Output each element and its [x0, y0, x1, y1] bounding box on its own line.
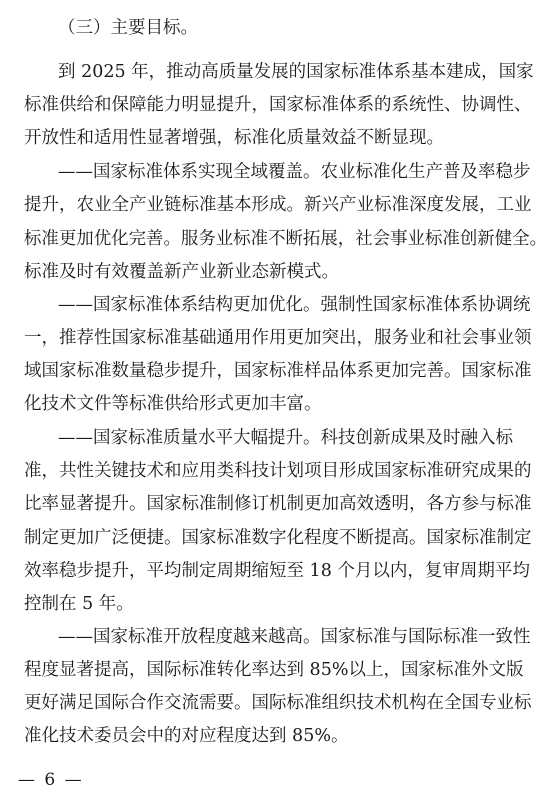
paragraph-line — [0, 256, 559, 288]
paragraph-line-text: ——国家标准体系实现全域覆盖。农业标准化生产普及率稳步 — [58, 162, 531, 182]
paragraph-line — [0, 621, 559, 653]
paragraph-line-text: 比率显著提升。国家标准制修订机制更加高效透明，各方参与标准 — [24, 494, 532, 514]
paragraph-line — [0, 355, 559, 387]
paragraph-line-text: 标准更加优化完善。服务业标准不断拓展，社会事业标准创新健全。 — [24, 229, 548, 249]
paragraph-line — [0, 89, 559, 121]
paragraph-line-text: 化技术文件等标准供给形式更加丰富。 — [24, 394, 322, 414]
paragraph-line — [0, 522, 559, 554]
paragraph-line — [0, 687, 559, 719]
paragraph-line — [0, 654, 559, 686]
paragraph-line-text: 域国家标准数量稳步提升，国家标准样品体系更加完善。国家标准 — [24, 361, 532, 381]
paragraph-line-text: 一，推荐性国家标准基础通用作用更加突出，服务业和社会事业领 — [24, 328, 532, 348]
paragraph-line — [0, 156, 559, 188]
paragraph-line-text: 开放性和适用性显著增强，标准化质量效益不断显现。 — [24, 128, 444, 148]
paragraph-line-text: ——国家标准开放程度越来越高。国家标准与国际标准一致性 — [58, 627, 531, 647]
paragraph-line — [0, 422, 559, 454]
paragraph-line-text: 准，共性关键技术和应用类科技计划项目形成国家标准研究成果的 — [24, 461, 532, 481]
paragraph-line-text: 到 2025 年，推动高质量发展的国家标准体系基本建成，国家 — [58, 62, 534, 82]
paragraph-line — [0, 223, 559, 255]
paragraph-line-text: 控制在 5 年。 — [24, 594, 134, 614]
paragraph-line-text: ——国家标准质量水平大幅提升。科技创新成果及时融入标 — [58, 428, 513, 448]
paragraph-line — [0, 555, 559, 587]
paragraph-line — [0, 455, 559, 487]
paragraph-line-text: 制定更加广泛便捷。国家标准数字化程度不断提高。国家标准制定 — [24, 528, 532, 548]
section-heading-text: （三）主要目标。 — [58, 18, 198, 38]
paragraph-line-text: 程度显著提高，国际标准转化率达到 85%以上，国家标准外文版 — [24, 660, 524, 680]
paragraph-line-text: 标准供给和保障能力明显提升，国家标准体系的系统性、协调性、 — [24, 95, 532, 115]
paragraph-line — [0, 322, 559, 354]
paragraph-line — [0, 388, 559, 420]
paragraph-line — [0, 588, 559, 620]
paragraph-line-text: 更好满足国际合作交流需要。国际标准组织技术机构在全国专业标 — [24, 693, 532, 713]
paragraph-line — [0, 189, 559, 221]
paragraph-line-text: 提升，农业全产业链标准基本形成。新兴产业标准深度发展，工业 — [24, 195, 532, 215]
paragraph-line — [0, 122, 559, 154]
paragraph-line — [0, 56, 559, 88]
paragraph-line-text: 标准及时有效覆盖新产业新业态新模式。 — [24, 262, 339, 282]
paragraph-line — [0, 289, 559, 321]
paragraph-line-text: 效率稳步提升，平均制定周期缩短至 18 个月以内，复审周期平均 — [24, 561, 530, 581]
paragraph-line — [0, 488, 559, 520]
paragraph-line-text: ——国家标准体系结构更加优化。强制性国家标准体系协调统 — [58, 295, 531, 315]
section-heading — [0, 12, 559, 44]
paragraph-line — [0, 720, 559, 752]
page-number: — 6 — — [18, 770, 84, 790]
paragraph-line-text: 准化技术委员会中的对应程度达到 85%。 — [24, 726, 349, 746]
